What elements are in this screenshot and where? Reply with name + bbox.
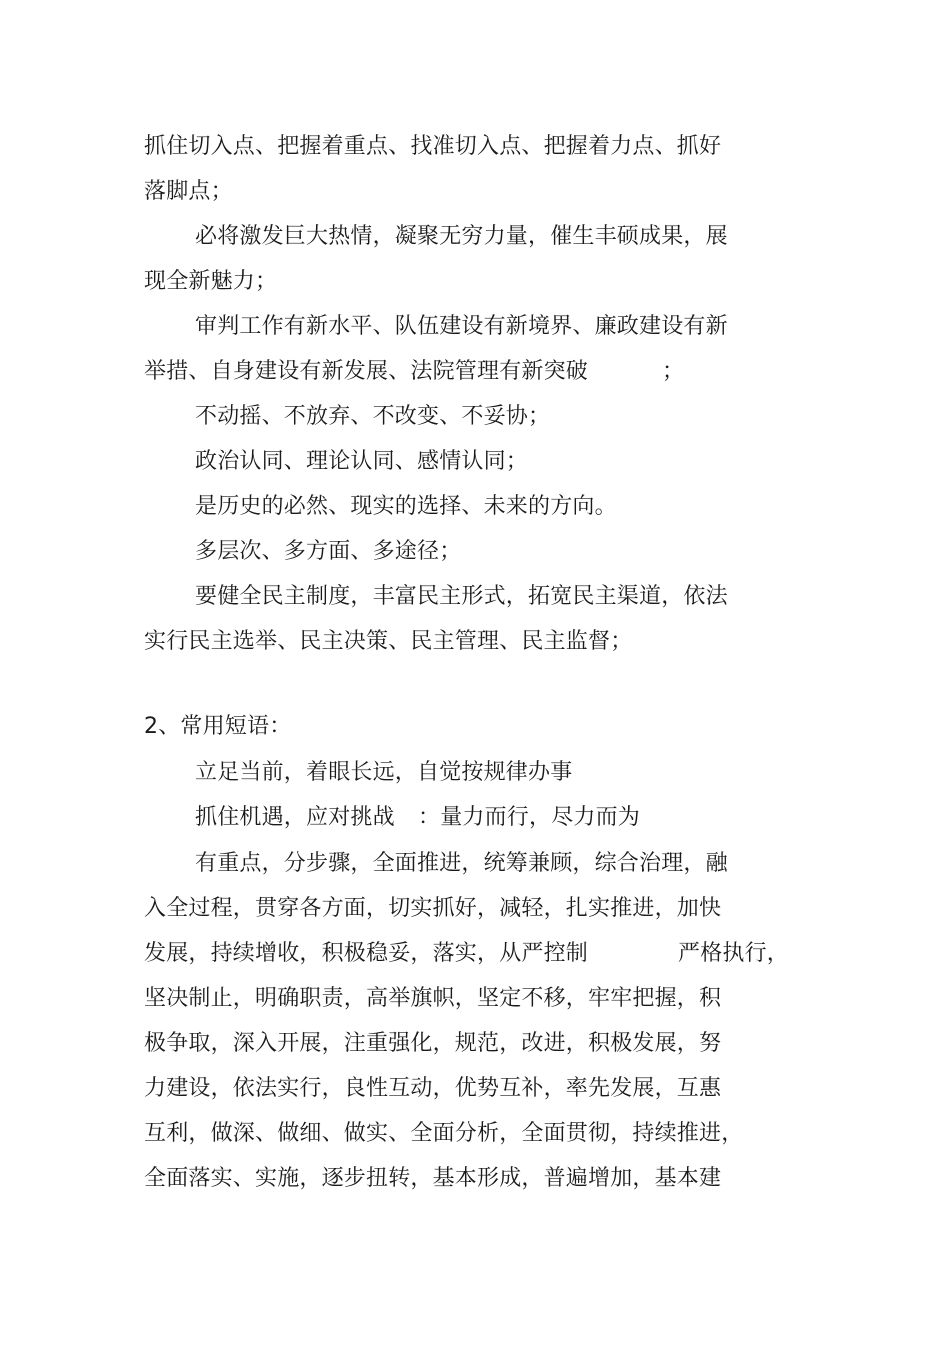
- paragraph-first-line: 不动摇、不放弃、不改变、不妥协；: [195, 404, 551, 429]
- text-line: 实行民主选举、民主决策、民主管理、民主监督；: [144, 629, 633, 654]
- text-line: 极争取，深入开展，注重强化，规范，改进，积极发展，努: [144, 1031, 722, 1056]
- paragraph-first-line: 是历史的必然、现实的选择、未来的方向。: [195, 494, 617, 519]
- paragraph-first-line: 政治认同、理论认同、感情认同；: [195, 449, 529, 474]
- paragraph-first-line: 要健全民主制度，丰富民主形式，拓宽民主渠道，依法: [195, 584, 728, 609]
- text-line: 举措、自身建设有新发展、法院管理有新突破: [144, 359, 589, 384]
- text-fragment: ：量力而行，尽力而为: [418, 805, 641, 830]
- paragraph-first-line: 有重点，分步骤，全面推进，统筹兼顾，综合治理，融: [195, 851, 728, 876]
- text-line: 入全过程，贯穿各方面，切实抓好，减轻，扎实推进，加快: [144, 896, 722, 921]
- text-line: 抓住切入点、把握着重点、找准切入点、把握着力点、抓好: [144, 134, 722, 159]
- paragraph-first-line: 审判工作有新水平、队伍建设有新境界、廉政建设有新: [195, 314, 728, 339]
- section-heading: 2、常用短语：: [144, 714, 292, 739]
- text-line: 互利，做深、做细、做实、全面分析，全面贯彻，持续推进，: [144, 1121, 744, 1146]
- text-line: 全面落实、实施，逐步扭转，基本形成，普遍增加，基本建: [144, 1166, 722, 1191]
- text-line: 坚决制止，明确职责，高举旗帜，坚定不移，牢牢把握，积: [144, 986, 722, 1011]
- paragraph-first-line: 必将激发巨大热情，凝聚无穷力量，催生丰硕成果，展: [195, 224, 728, 249]
- text-line: 力建设，依法实行，良性互动，优势互补，率先发展，互惠: [144, 1076, 722, 1101]
- text-line: 发展，持续增收，积极稳妥，落实，从严控制: [144, 941, 589, 966]
- paragraph-first-line: 立足当前，着眼长远，自觉按规律办事: [195, 760, 573, 785]
- text-fragment: ；: [662, 359, 685, 384]
- paragraph-first-line: 抓住机遇，应对挑战: [195, 805, 395, 830]
- text-fragment: 严格执行，: [678, 941, 790, 966]
- text-line: 落脚点；: [144, 179, 233, 204]
- text-line: 现全新魅力；: [144, 269, 278, 294]
- paragraph-first-line: 多层次、多方面、多途径；: [195, 539, 462, 564]
